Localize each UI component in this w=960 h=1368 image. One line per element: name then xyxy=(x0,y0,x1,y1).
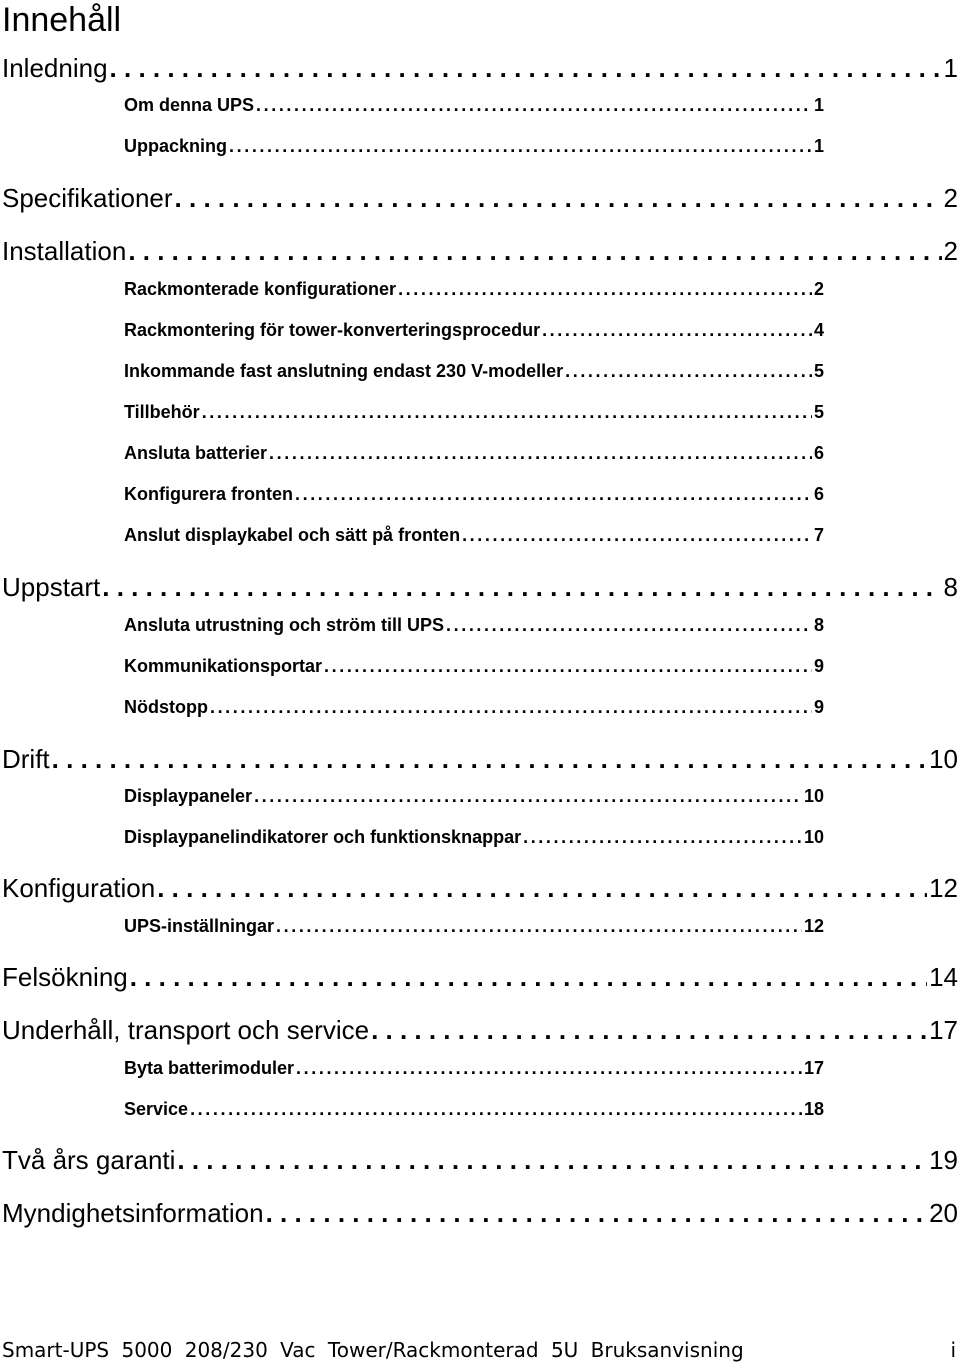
toc-section-entry[interactable] xyxy=(124,525,824,549)
toc-dot-leader xyxy=(269,443,812,464)
toc-section-entry[interactable] xyxy=(124,95,824,119)
toc-dot-leader xyxy=(398,279,812,300)
toc-chapter-entry[interactable] xyxy=(2,53,958,87)
toc-dot-leader xyxy=(202,402,812,423)
toc-entry-page: 1 xyxy=(813,136,824,156)
toc-dot-leader xyxy=(210,697,812,718)
toc-section-entry[interactable] xyxy=(124,697,824,721)
toc-section-entry[interactable] xyxy=(124,1058,824,1082)
toc-chapter-entry[interactable] xyxy=(2,744,958,778)
toc-entry-label: Inledning xyxy=(2,53,108,83)
toc-entry-label: Nödstopp xyxy=(124,697,208,717)
toc-entry-page: 20 xyxy=(929,1198,958,1228)
toc-section-entry[interactable] xyxy=(124,827,824,851)
toc-dot-leader xyxy=(177,1145,927,1176)
toc-entry-label: Felsökning xyxy=(2,962,128,992)
toc-section-entry[interactable] xyxy=(124,279,824,303)
toc-dot-leader xyxy=(371,1015,927,1046)
toc-entry-label: Installation xyxy=(2,236,127,266)
toc-dot-leader xyxy=(256,95,812,116)
toc-entry-page: 5 xyxy=(813,361,824,381)
toc-entry-page: 2 xyxy=(813,279,824,299)
toc-entry-page: 1 xyxy=(943,53,958,83)
toc-entry-page: 10 xyxy=(929,744,958,774)
toc-section-entry[interactable] xyxy=(124,443,824,467)
footer-document-title: Smart-UPS 5000 208/230 Vac Tower/Rackmonterad 5U Bruksanvisning xyxy=(2,1338,744,1362)
toc-entry-page: 2 xyxy=(943,183,958,213)
toc-dot-leader xyxy=(157,873,927,904)
toc-chapter-entry[interactable] xyxy=(2,1198,958,1232)
toc-dot-leader xyxy=(190,1099,802,1120)
toc-entry-label: Myndighetsinformation xyxy=(2,1198,264,1228)
toc-entry-label: Ansluta batterier xyxy=(124,443,268,463)
toc-entry-page: 17 xyxy=(929,1015,958,1045)
toc-entry-label: Inkommande fast anslutning endast 230 V-modeller xyxy=(124,361,564,381)
toc-dot-leader xyxy=(446,615,812,636)
toc-dot-leader xyxy=(110,53,942,84)
footer-page-number: i xyxy=(950,1338,956,1362)
toc-entry-label: Anslut displaykabel och sätt på fronten xyxy=(124,525,461,545)
toc-section-entry[interactable] xyxy=(124,615,824,639)
toc-entry-page: 17 xyxy=(803,1058,824,1078)
toc-entry-label: Konfiguration xyxy=(2,873,156,903)
toc-entry-page: 19 xyxy=(929,1145,958,1175)
toc-dot-leader xyxy=(254,786,802,807)
toc-entry-page: 7 xyxy=(813,525,824,545)
toc-entry-page: 12 xyxy=(803,916,824,936)
toc-section-entry[interactable] xyxy=(124,916,824,940)
toc-chapter-entry[interactable] xyxy=(2,1145,958,1179)
toc-entry-page: 6 xyxy=(813,484,824,504)
toc-dot-leader xyxy=(52,744,927,775)
page-footer xyxy=(2,1338,956,1366)
toc-entry-page: 14 xyxy=(929,962,958,992)
toc-chapter-entry[interactable] xyxy=(2,962,958,996)
toc-entry-page: 10 xyxy=(803,827,824,847)
toc-dot-leader xyxy=(229,136,812,157)
toc-entry-label: Byta batterimoduler xyxy=(124,1058,295,1078)
toc-dot-leader xyxy=(296,1058,802,1079)
toc-entry-label: Underhåll, transport och service xyxy=(2,1015,370,1045)
toc-entry-label: Rackmonterade konfigurationer xyxy=(124,279,397,299)
toc-entry-label: Tillbehör xyxy=(124,402,200,422)
toc-section-entry[interactable] xyxy=(124,320,824,344)
toc-entry-page: 9 xyxy=(813,656,824,676)
toc-entry-label: Kommunikationsportar xyxy=(124,656,323,676)
toc-dot-leader xyxy=(295,484,812,505)
toc-dot-leader xyxy=(130,962,927,993)
toc-entry-label: Ansluta utrustning och ström till UPS xyxy=(124,615,445,635)
toc-entry-label: Rackmontering för tower-konverteringsprocedur xyxy=(124,320,541,340)
toc-chapter-entry[interactable] xyxy=(2,183,958,217)
toc-dot-leader xyxy=(276,916,802,937)
toc-section-entry[interactable] xyxy=(124,484,824,508)
toc-entry-label: Displaypaneler xyxy=(124,786,253,806)
toc-entry-page: 2 xyxy=(943,236,958,266)
toc-entry-page: 8 xyxy=(813,615,824,635)
toc-entry-label: Drift xyxy=(2,744,50,774)
toc-chapter-entry[interactable] xyxy=(2,1015,958,1049)
toc-dot-leader xyxy=(102,572,941,603)
toc-section-entry[interactable] xyxy=(124,1099,824,1123)
toc-entry-label: Service xyxy=(124,1099,189,1119)
toc-entry-page: 8 xyxy=(943,572,958,602)
toc-dot-leader xyxy=(324,656,812,677)
toc-entry-page: 12 xyxy=(929,873,958,903)
toc-entry-page: 6 xyxy=(813,443,824,463)
toc-entry-page: 1 xyxy=(813,95,824,115)
toc-entry-label: Specifikationer xyxy=(2,183,173,213)
toc-entry-page: 9 xyxy=(813,697,824,717)
toc-section-entry[interactable] xyxy=(124,361,824,385)
toc-entry-label: Om denna UPS xyxy=(124,95,255,115)
toc-entry-label: Konfigurera fronten xyxy=(124,484,293,504)
toc-chapter-entry[interactable] xyxy=(2,873,958,907)
toc-dot-leader xyxy=(523,827,802,848)
toc-entry-page: 5 xyxy=(813,402,824,422)
toc-chapter-entry[interactable] xyxy=(2,572,958,606)
toc-entry-page: 4 xyxy=(813,320,824,340)
toc-dot-leader xyxy=(462,525,812,546)
toc-section-entry[interactable] xyxy=(124,136,824,160)
toc-entry-page: 18 xyxy=(803,1099,824,1119)
toc-dot-leader xyxy=(565,361,812,382)
toc-dot-leader xyxy=(266,1198,928,1229)
toc-dot-leader xyxy=(175,183,942,214)
toc-section-entry[interactable] xyxy=(124,402,824,426)
toc-dot-leader xyxy=(542,320,812,341)
page-title: Innehåll xyxy=(2,1,122,39)
toc-entry-label: Uppstart xyxy=(2,572,101,602)
toc-entry-label: UPS-inställningar xyxy=(124,916,275,936)
toc-section-entry[interactable] xyxy=(124,656,824,680)
toc-section-entry[interactable] xyxy=(124,786,824,810)
toc-entry-label: Uppackning xyxy=(124,136,228,156)
toc-entry-page: 10 xyxy=(803,786,824,806)
toc-dot-leader xyxy=(128,236,941,267)
toc-entry-label: Displaypanelindikatorer och funktionsknappar xyxy=(124,827,522,847)
toc-chapter-entry[interactable] xyxy=(2,236,958,270)
toc-entry-label: Två års garanti xyxy=(2,1145,176,1175)
